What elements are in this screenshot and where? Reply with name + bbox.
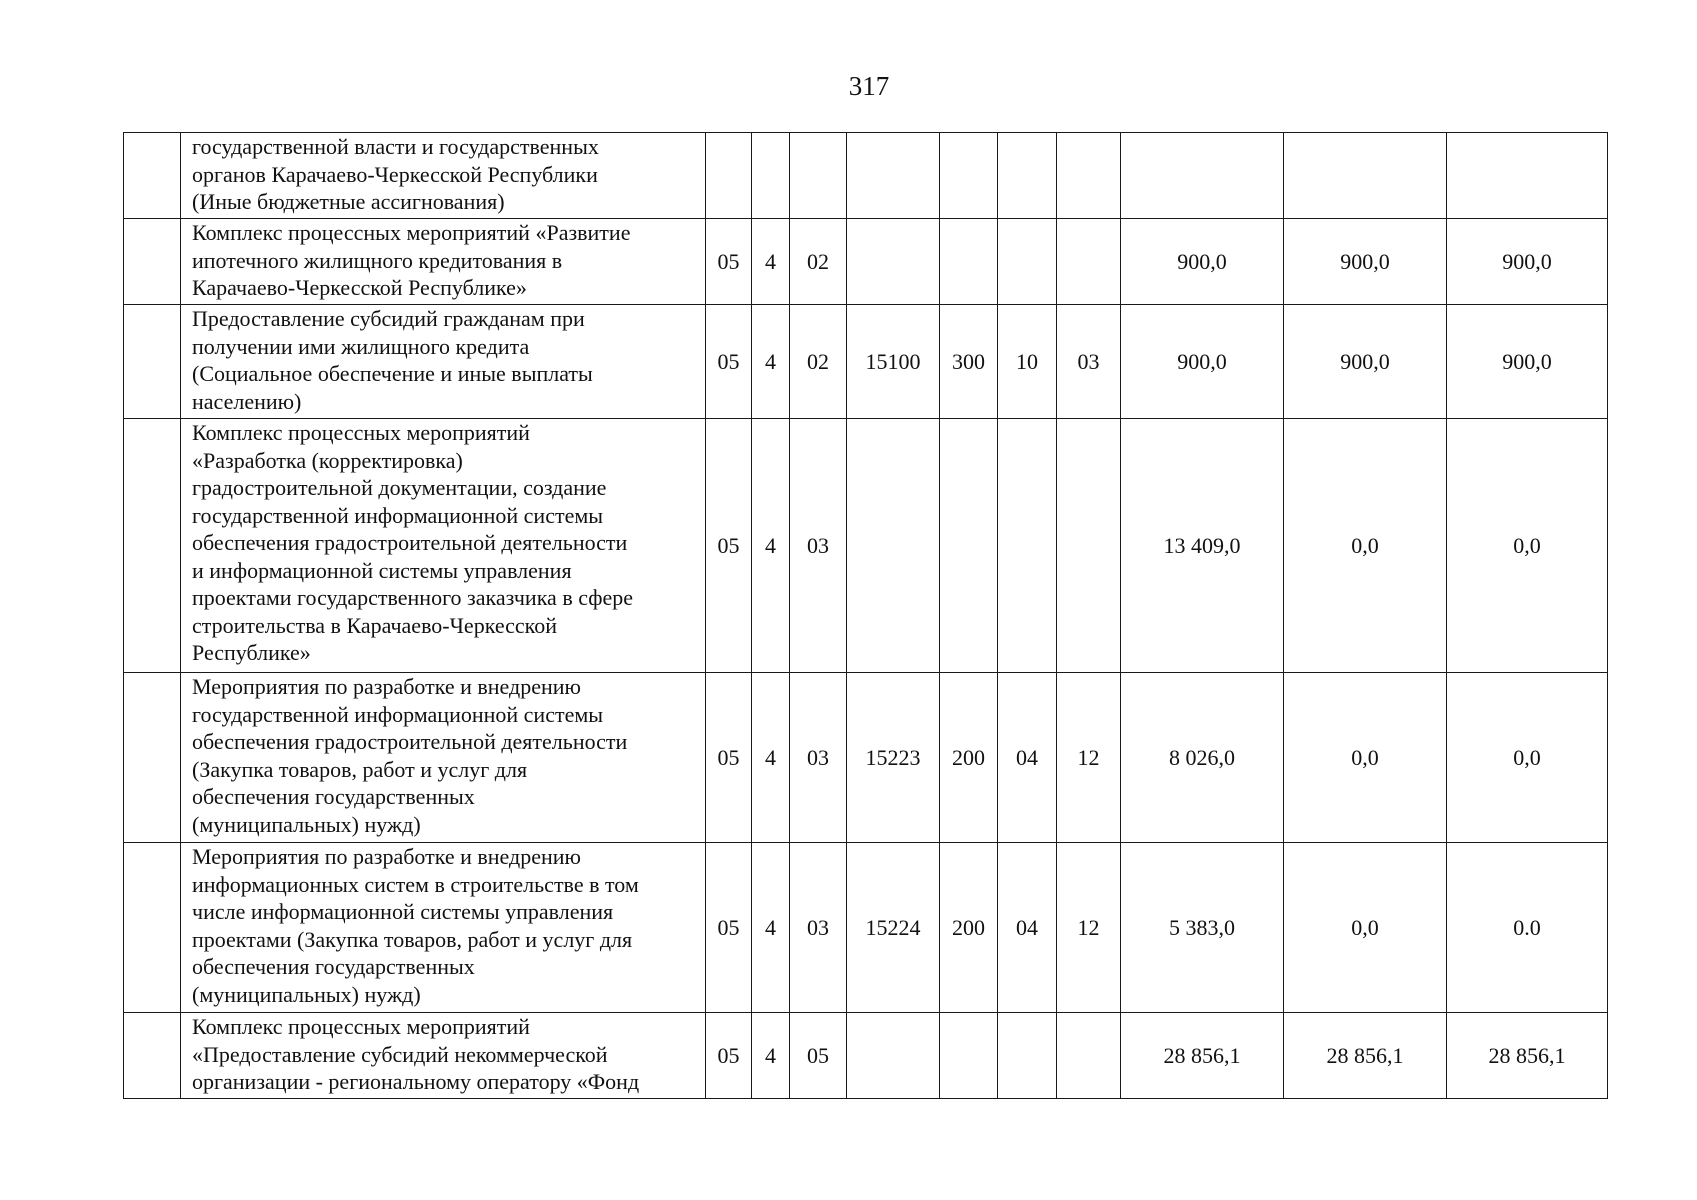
description-line: государственной власти и государственных	[192, 134, 599, 159]
amount-cell	[1447, 133, 1608, 219]
description-line: ипотечного жилищного кредитования в	[192, 247, 563, 273]
table-row	[124, 305, 1608, 419]
row-description	[181, 1013, 706, 1099]
code-cell: 10	[998, 305, 1057, 419]
description-line: (муниципальных) нужд)	[192, 981, 421, 1007]
code-cell: 4	[752, 673, 790, 843]
row-index-cell	[124, 219, 181, 305]
amount-cell: 0,0	[1284, 673, 1447, 843]
description-line: населению)	[192, 388, 302, 414]
amount-cell: 28 856,1	[1284, 1013, 1447, 1099]
code-cell: 300	[940, 305, 998, 419]
code-cell	[847, 419, 940, 673]
code-cell: 12	[1057, 673, 1121, 843]
amount-cell: 0,0	[1447, 673, 1608, 843]
description-line: Комплекс процессных мероприятий	[192, 1014, 530, 1039]
description-line: проектами (Закупка товаров, работ и услуг для	[192, 926, 633, 952]
row-description	[181, 219, 706, 305]
description-line: и информационной системы управления	[192, 557, 572, 583]
code-cell: 04	[998, 843, 1057, 1013]
row-index-cell	[124, 133, 181, 219]
description-line: проектами государственного заказчика в сфере	[192, 585, 634, 610]
amount-cell: 900,0	[1447, 305, 1608, 419]
description-line: градостроительной документации, создание	[192, 475, 607, 500]
code-cell	[847, 219, 940, 305]
code-cell	[1057, 1013, 1121, 1099]
code-cell: 05	[706, 843, 752, 1013]
row-index-cell	[124, 843, 181, 1013]
code-cell: 04	[998, 673, 1057, 843]
code-cell: 05	[706, 219, 752, 305]
code-cell: 02	[790, 219, 847, 305]
description-line: Мероприятия по разработке и внедрению	[192, 674, 581, 699]
code-cell: 03	[1057, 305, 1121, 419]
description-line: (Закупка товаров, работ и услуг для	[192, 756, 528, 782]
code-cell: 05	[706, 419, 752, 673]
code-cell	[940, 419, 998, 673]
table-row	[124, 419, 1608, 673]
description-line: Карачаево-Черкесской Республике»	[192, 275, 527, 300]
table-row	[124, 843, 1608, 1013]
description-line: обеспечения градостроительной деятельности	[192, 530, 628, 555]
amount-cell: 900,0	[1121, 219, 1284, 305]
table-row	[124, 133, 1608, 219]
code-cell: 03	[790, 419, 847, 673]
page-number: 317	[848, 71, 890, 101]
amount-cell: 900,0	[1284, 219, 1447, 305]
code-cell: 15223	[847, 673, 940, 843]
code-cell	[706, 133, 752, 219]
code-cell	[752, 133, 790, 219]
row-description	[181, 419, 706, 673]
code-cell: 05	[706, 1013, 752, 1099]
code-cell: 02	[790, 305, 847, 419]
description-line: организации - региональному оператору «Фонд	[192, 1069, 640, 1094]
description-line: (Иные бюджетные ассигнования)	[192, 189, 505, 214]
description-line: обеспечения градостроительной деятельности	[192, 729, 628, 754]
amount-cell: 0,0	[1284, 419, 1447, 673]
amount-cell: 13 409,0	[1121, 419, 1284, 673]
description-line: строительства в Карачаево-Черкесской	[192, 612, 558, 638]
amount-cell: 900,0	[1121, 305, 1284, 419]
code-cell	[1057, 219, 1121, 305]
description-line: числе информационной системы управления	[192, 899, 614, 924]
code-cell: 4	[752, 419, 790, 673]
code-cell: 03	[790, 843, 847, 1013]
description-line: Мероприятия по разработке и внедрению	[192, 844, 581, 869]
code-cell	[998, 133, 1057, 219]
budget-table	[123, 132, 1608, 1099]
table-row	[124, 219, 1608, 305]
code-cell: 4	[752, 1013, 790, 1099]
description-line: органов Карачаево-Черкесской Республики	[192, 161, 598, 187]
description-line: (муниципальных) нужд)	[192, 811, 421, 837]
code-cell: 15224	[847, 843, 940, 1013]
code-cell: 05	[706, 673, 752, 843]
amount-cell: 900,0	[1447, 219, 1608, 305]
row-index-cell	[124, 1013, 181, 1099]
description-line: обеспечения государственных	[192, 954, 475, 979]
description-line: «Предоставление субсидий некоммерческой	[192, 1041, 608, 1067]
amount-cell: 0.0	[1447, 843, 1608, 1013]
description-line: Комплекс процессных мероприятий «Развитие	[192, 220, 631, 245]
row-index-cell	[124, 419, 181, 673]
code-cell	[1057, 133, 1121, 219]
code-cell: 4	[752, 305, 790, 419]
row-description	[181, 843, 706, 1013]
code-cell: 15100	[847, 305, 940, 419]
code-cell	[940, 219, 998, 305]
amount-cell: 900,0	[1284, 305, 1447, 419]
code-cell: 03	[790, 673, 847, 843]
code-cell: 200	[940, 843, 998, 1013]
code-cell	[1057, 419, 1121, 673]
description-line: «Разработка (корректировка)	[192, 447, 463, 473]
table-row	[124, 673, 1608, 843]
amount-cell: 0,0	[1284, 843, 1447, 1013]
code-cell: 05	[790, 1013, 847, 1099]
code-cell: 4	[752, 219, 790, 305]
description-line: Предоставление субсидий гражданам при	[192, 306, 585, 331]
description-line: государственной информационной системы	[192, 502, 604, 528]
description-line: обеспечения государственных	[192, 784, 475, 809]
code-cell	[998, 219, 1057, 305]
code-cell	[847, 1013, 940, 1099]
description-line: (Социальное обеспечение и иные выплаты	[192, 361, 593, 386]
code-cell	[940, 133, 998, 219]
row-description	[181, 305, 706, 419]
row-index-cell	[124, 305, 181, 419]
code-cell	[847, 133, 940, 219]
code-cell	[998, 1013, 1057, 1099]
amount-cell: 0,0	[1447, 419, 1608, 673]
table-row	[124, 1013, 1608, 1099]
description-line: государственной информационной системы	[192, 701, 604, 727]
code-cell: 05	[706, 305, 752, 419]
amount-cell	[1284, 133, 1447, 219]
row-index-cell	[124, 673, 181, 843]
description-line: Комплекс процессных мероприятий	[192, 420, 530, 445]
code-cell	[940, 1013, 998, 1099]
amount-cell	[1121, 133, 1284, 219]
code-cell	[790, 133, 847, 219]
description-line: Республике»	[192, 640, 311, 665]
code-cell	[998, 419, 1057, 673]
code-cell: 12	[1057, 843, 1121, 1013]
row-description	[181, 133, 706, 219]
amount-cell: 8 026,0	[1121, 673, 1284, 843]
amount-cell: 28 856,1	[1121, 1013, 1284, 1099]
description-line: получении ими жилищного кредита	[192, 333, 530, 359]
description-line: информационных систем в строительстве в том	[192, 871, 639, 897]
code-cell: 4	[752, 843, 790, 1013]
amount-cell: 28 856,1	[1447, 1013, 1608, 1099]
code-cell: 200	[940, 673, 998, 843]
row-description	[181, 673, 706, 843]
amount-cell: 5 383,0	[1121, 843, 1284, 1013]
